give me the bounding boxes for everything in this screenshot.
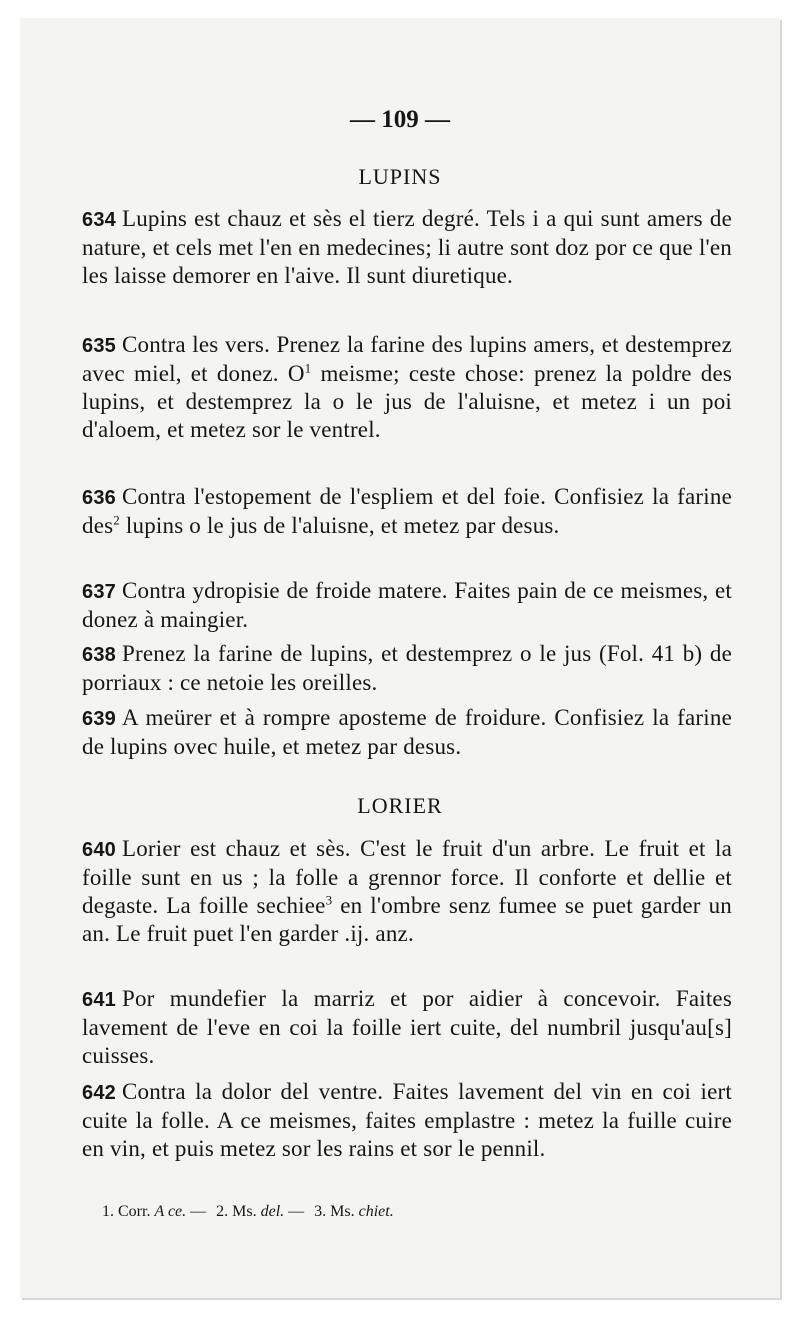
footnote-2 [216,1203,304,1220]
paragraph-641 [82,985,732,1070]
paragraph-642 [82,1078,732,1163]
paragraph-text: Contra la dolor del ventre. Faites lavement del vin en coi iert cuite la folle. A ce meismes, faites emplastre : metez la fuille cuire en vin, et puis metez sor les rains et sor le pennil. [82,1079,732,1161]
paragraph-637 [82,577,732,634]
paragraph-text: Lupins est chauz et sès el tierz degré. Tels i a qui sunt amers de nature, et cels met l'en en medecines; li autre sont doz por ce que l'en les laisse demorer en l'aive. Il sunt diuretique. [82,206,732,288]
footnote-ref: 1 [304,360,312,376]
footnote-text: A ce. [154,1203,187,1220]
paragraph-text: Contra ydropisie de froide matere. Faites pain de ce meismes, et donez à maingier. [82,578,732,632]
paragraph-number: 642 [82,1082,116,1104]
paragraph-text: meisme; ceste chose: prenez la poldre des lupins, et destemprez la o le jus de l'aluisne, et metez i un poi d'aloem, et metez sor le ventrel. [82,361,733,442]
footnote-text: chiet. [358,1203,394,1220]
paragraph-634 [82,205,732,290]
footnote-number: 1. Corr. [102,1203,151,1220]
paragraph-text: Lorier est chauz et sès. C'est le fruit d'un arbre. Le fruit et la foille sunt en us ; la folle a grennor force. Il conforte et dellie et degaste. La foille sechiee [82,836,732,918]
paragraph-text: A meürer et à rompre aposteme de froidure. Confisiez la farine de lupins ovec huile, et metez par desus. [82,705,732,759]
paragraph-number: 640 [82,839,116,861]
paragraph-638 [82,640,732,697]
paragraph-text: Contra les vers. Prenez la farine des lupins amers, et destemprez avec miel, et donez. O [82,332,732,386]
footnote-3 [314,1203,394,1220]
paragraph-640 [82,835,732,948]
paragraph-text: Por mundefier la marriz et por aidier à concevoir. Faites lavement de l'eve en coi la foille iert cuite, del numbril jusqu'au[s] cuisses. [82,986,732,1068]
paragraph-number: 637 [82,581,116,603]
footnote-ref: 2 [113,512,120,528]
paragraph-639 [82,704,732,761]
footnote-ref: 3 [325,892,333,908]
paragraph-636 [82,483,732,540]
footnote-1 [102,1203,206,1220]
section-heading-lupins: LUPINS [358,164,442,189]
paragraph-text: lupins o le jus de l'aluisne, et metez par desus. [119,513,560,538]
paragraph-number: 639 [82,708,116,730]
page-number: — 109 — [350,106,450,133]
paragraph-number: 638 [82,644,116,666]
paragraph-text: en l'ombre senz fumee se puet garder un an. Le fruit puet l'en garder .ij. anz. [82,893,732,946]
paragraph-number: 641 [82,989,116,1011]
paragraph-number: 635 [82,335,116,357]
paragraph-text: Prenez la farine de lupins, et destemprez o le jus (Fol. 41 b) de porriaux : ce netoie les oreilles. [82,641,732,695]
paragraph-text: Contra l'estopement de l'espliem et del foie. Confisiez la farine des [82,484,732,538]
footnote-number: 3. Ms. [314,1203,355,1220]
book-page [20,18,780,1298]
section-heading-lorier: LORIER [357,793,443,818]
footnote-separator: — [288,1203,305,1220]
footnote-text: del. [260,1203,285,1220]
footnote-separator: — [190,1203,207,1220]
footnote-number: 2. Ms. [216,1203,257,1220]
footnotes [102,1203,722,1221]
paragraph-635 [82,331,732,444]
paragraph-number: 634 [82,209,116,231]
paragraph-number: 636 [82,487,116,509]
